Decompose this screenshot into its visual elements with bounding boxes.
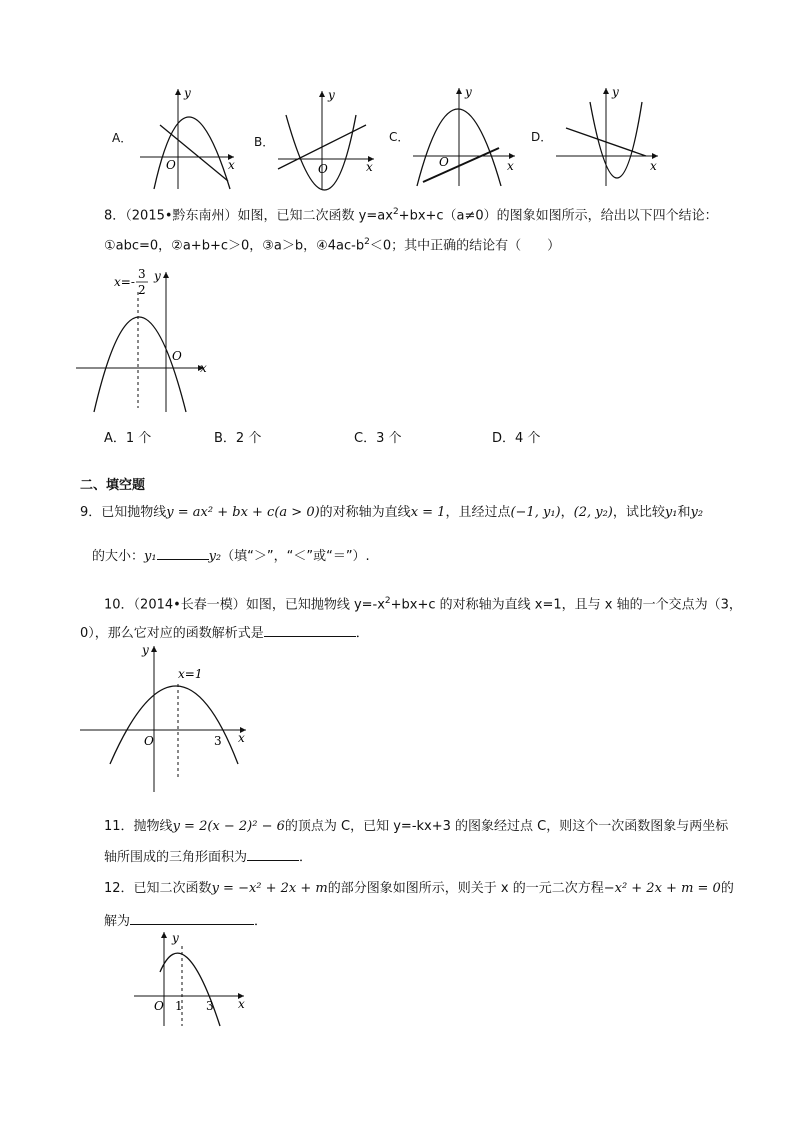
variable: y₁ xyxy=(664,505,678,520)
question-text: 的大小： xyxy=(92,549,145,564)
x-axis-label: x xyxy=(200,361,207,375)
answer-blank[interactable] xyxy=(157,545,209,560)
q12-graph xyxy=(132,928,262,1028)
option-d-graph xyxy=(550,82,660,192)
q10-graph xyxy=(78,642,258,792)
variable: y₁ xyxy=(144,549,157,564)
option-a-graph xyxy=(132,85,242,195)
q10-line2 xyxy=(80,622,369,643)
question-text: 如图，已知抛物线 y=-x xyxy=(245,597,385,613)
formula: x = 1 xyxy=(410,505,446,520)
question-text: ． xyxy=(299,850,313,865)
origin-label: O xyxy=(172,349,182,363)
question-text: 的部分图象如图所示，则关于 x 的一元二次方程 xyxy=(327,881,604,896)
y-axis-label: y xyxy=(328,88,335,102)
q8-line2 xyxy=(104,233,560,255)
question-source: （2015•黔东南州） xyxy=(125,208,238,224)
y-axis-label: y xyxy=(172,931,179,945)
question-text: 的对称轴为直线 xyxy=(319,505,411,520)
y-axis-label: y xyxy=(154,269,161,283)
tick-label: 3 xyxy=(214,734,222,748)
choice-d: D．4 个 xyxy=(492,431,541,446)
question-number: 10． xyxy=(104,597,134,613)
question-number: 11． xyxy=(104,819,134,834)
origin-label: O xyxy=(154,999,164,1013)
formula: y = 2(x − 2)² − 6 xyxy=(172,819,285,834)
superscript: 2 xyxy=(392,207,399,217)
answer-blank[interactable] xyxy=(130,910,254,925)
option-c-label: C． xyxy=(389,130,410,144)
formula: −x² + 2x + m = 0 xyxy=(603,881,721,896)
question-text: 解为 xyxy=(104,914,131,929)
origin-label: O xyxy=(318,162,328,176)
option-d-label: D． xyxy=(531,130,553,144)
q9-line1 xyxy=(80,504,703,522)
x-axis-label: x xyxy=(507,159,514,173)
answer-blank[interactable] xyxy=(264,622,356,637)
tick-label: 1 xyxy=(175,999,183,1013)
option-a-label: A． xyxy=(112,131,133,145)
q10-line1 xyxy=(104,592,742,614)
question-source: （2014•长春一模） xyxy=(133,597,246,613)
question-text: 的顶点为 C，已知 y=-kx+3 的图象经过点 C，则这个一次函数图象与两坐标 xyxy=(284,819,729,834)
answer-blank[interactable] xyxy=(247,846,299,861)
question-text: +bx+c 的对称轴为直线 x=1，且与 x 轴的一个交点为（3， xyxy=(390,597,742,613)
superscript: 2 xyxy=(364,237,370,247)
tick-label: 3 xyxy=(206,999,214,1013)
choice-c: C．3 个 xyxy=(354,431,402,446)
x-axis-label: x xyxy=(238,731,245,745)
q11-line2 xyxy=(104,846,312,867)
point: (2, y₂) xyxy=(573,505,613,520)
question-text: 已知抛物线 xyxy=(101,505,167,520)
formula: y = −x² + 2x + m xyxy=(211,881,328,896)
question-number: 8． xyxy=(104,208,126,224)
question-text: 已知二次函数 xyxy=(133,881,212,896)
point: (−1, y₁) xyxy=(510,505,561,520)
symmetry-axis-label: x=1 xyxy=(178,667,203,681)
x-axis-label: x xyxy=(650,159,657,173)
origin-label: O xyxy=(144,734,154,748)
x-axis-label: x xyxy=(228,158,235,172)
option-b-label: B． xyxy=(254,135,275,149)
q9-line2 xyxy=(92,545,370,566)
fraction-denominator: 2 xyxy=(138,283,146,297)
question-text: 轴所围成的三角形面积为 xyxy=(104,850,248,865)
question-text: （填“＞”，“＜”或“＝”）. xyxy=(221,549,370,564)
origin-label: O xyxy=(166,158,176,172)
variable: y₂ xyxy=(690,505,704,520)
question-text: 抛物线 xyxy=(133,819,173,834)
q8-line1 xyxy=(104,203,718,225)
question-text: ． xyxy=(355,626,369,641)
option-c-graph xyxy=(405,82,515,192)
q8-graph xyxy=(74,262,224,422)
x-axis-label: x xyxy=(238,997,245,1011)
fraction-numerator: 3 xyxy=(138,267,146,281)
superscript: 2 xyxy=(384,596,391,606)
question-number: 12． xyxy=(104,881,134,896)
section-title: 二、填空题 xyxy=(80,478,146,493)
q12-line1 xyxy=(104,880,734,898)
y-axis-label: y xyxy=(142,643,149,657)
question-text: ＜0；其中正确的结论有（ ） xyxy=(369,238,561,254)
x-axis-label: x xyxy=(366,160,373,174)
question-text: ，试比较 xyxy=(612,505,665,520)
origin-label: O xyxy=(439,155,449,169)
question-text: ． xyxy=(254,914,268,929)
question-text: 如图，已知二次函数 y=ax xyxy=(237,208,393,224)
q11-line1 xyxy=(104,818,728,836)
question-text: 和 xyxy=(677,505,691,520)
y-axis-label: y xyxy=(465,85,472,99)
variable: y₂ xyxy=(208,549,222,564)
question-text: 0），那么它对应的函数解析式是 xyxy=(80,626,264,641)
question-text: 的 xyxy=(720,881,734,896)
choice-b: B．2 个 xyxy=(214,431,262,446)
choice-a: A．1 个 xyxy=(104,431,152,446)
question-number: 9． xyxy=(80,505,102,520)
separator: ， xyxy=(560,505,574,520)
question-text: ①abc=0，②a+b+c＞0，③a＞b，④4ac-b xyxy=(104,238,365,254)
symmetry-axis-label: x=- xyxy=(114,275,135,289)
option-b-graph xyxy=(270,85,380,195)
formula: y = ax² + bx + c(a > 0) xyxy=(166,505,320,520)
question-text: ，且经过点 xyxy=(445,505,511,520)
question-text: +bx+c（a≠0）的图象如图所示，给出以下四个结论： xyxy=(398,208,718,224)
y-axis-label: y xyxy=(184,86,191,100)
y-axis-label: y xyxy=(612,85,619,99)
